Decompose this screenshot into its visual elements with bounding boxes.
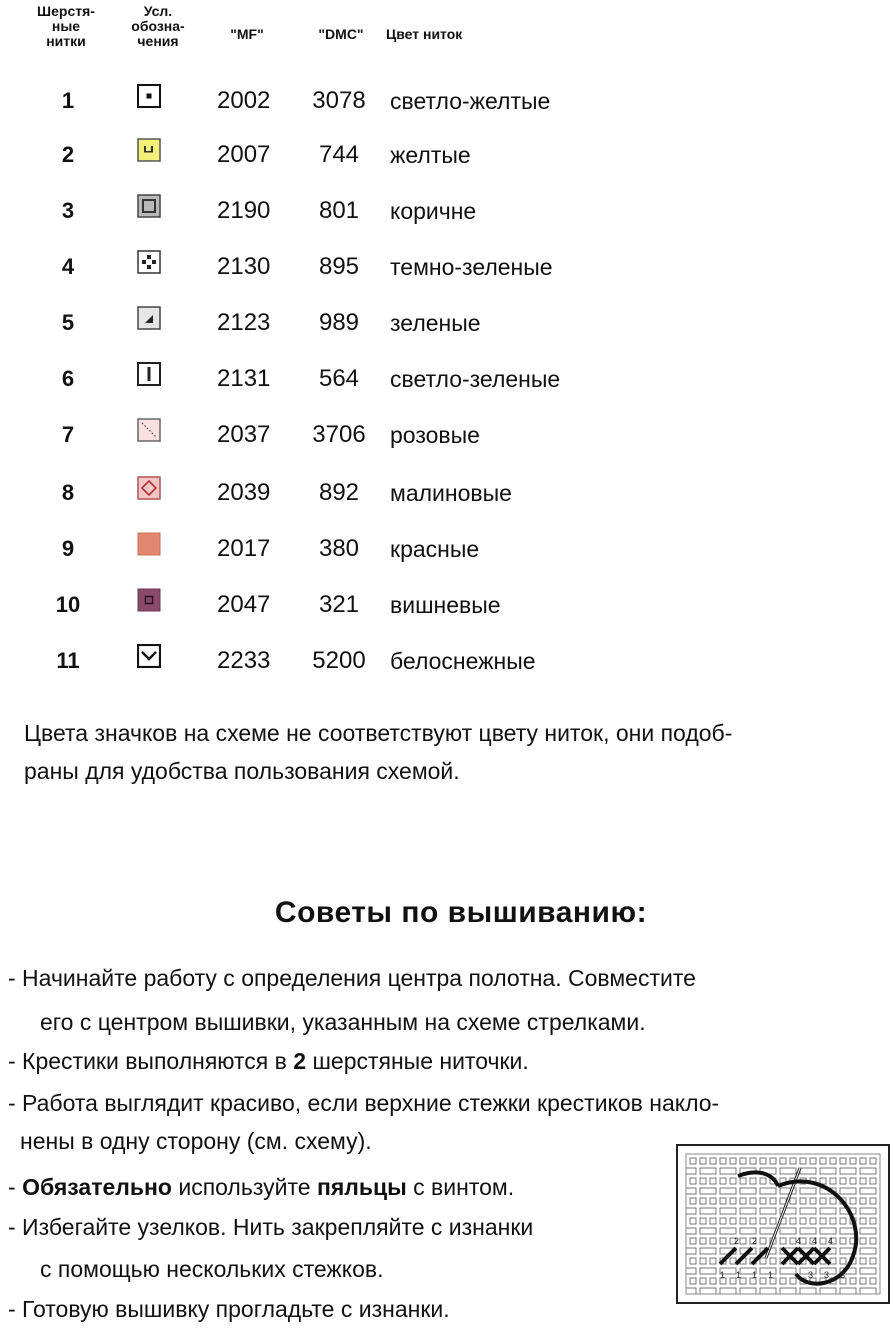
tip-hoop: - Обязательно используйте пяльцы с винтом. [8, 1174, 515, 1200]
diagram-label: 3 [840, 1270, 846, 1280]
table-row [0, 246, 894, 286]
row-number: 1 [61, 88, 75, 113]
corner-triangle-square-icon [137, 306, 161, 330]
diagram-label: 4 [796, 1236, 802, 1246]
header-mf: "MF" [230, 26, 264, 42]
table-row [0, 472, 894, 512]
tip-stitch-direction: - Работа выглядит красиво, если верхние стежки крестиков накло- [8, 1090, 720, 1116]
dmc-code: 892 [318, 479, 360, 506]
row-number: 10 [55, 592, 81, 617]
stitch-diagram [676, 1144, 890, 1304]
table-row [0, 640, 894, 680]
row-number: 4 [61, 254, 75, 279]
solid-square-icon [137, 532, 161, 556]
thread-color: зеленые [390, 310, 481, 336]
dot-square-icon [137, 84, 161, 108]
diamond-square-icon [137, 476, 161, 500]
table-row [0, 358, 894, 398]
diagram-label: 3 [808, 1270, 814, 1280]
checker-square-icon [137, 250, 161, 274]
tip-center-cont: его с центром вышивки, указанным на схеме стрелками. [40, 1009, 646, 1035]
mf-code: 2047 [217, 591, 271, 618]
inner-square-icon [137, 194, 161, 218]
dmc-code: 801 [318, 197, 360, 224]
diagram-label: 1 [752, 1270, 758, 1280]
tip-knots-cont: с помощью нескольких стежков. [40, 1256, 384, 1282]
dmc-code: 3706 [312, 421, 366, 448]
table-row [0, 414, 894, 454]
row-number: 11 [56, 648, 80, 673]
diagram-label: 4 [828, 1236, 834, 1246]
row-number: 2 [61, 142, 75, 167]
mf-code: 2007 [217, 141, 271, 168]
symbol-color-note: Цвета значков на схеме не соответствуют цвету ниток, они подоб- раны для удобства пользования схемой. [24, 720, 733, 784]
diagram-label: 1 [768, 1270, 774, 1280]
thread-color: темно-зеленые [390, 254, 553, 280]
checkmark-square-icon [137, 644, 161, 668]
mf-code: 2037 [217, 421, 271, 448]
header-symbol: Усл. обозна- чения [131, 3, 185, 49]
thread-color: красные [390, 536, 480, 562]
table-row [0, 134, 894, 174]
header-color: Цвет ниток [386, 26, 463, 42]
table-row [0, 80, 894, 120]
table-row [0, 302, 894, 342]
tips-title: Советы по вышиванию: [274, 896, 648, 929]
thread-color: белоснежные [390, 648, 536, 674]
tip-center: - Начинайте работу с определения центра полотна. Совместите [8, 965, 696, 991]
row-number: 8 [61, 480, 75, 505]
thread-color: вишневые [390, 592, 501, 618]
mf-code: 2190 [217, 197, 271, 224]
thread-color: желтые [390, 142, 471, 168]
mf-code: 2233 [217, 647, 271, 674]
diagram-label: 1 [720, 1270, 726, 1280]
tip-ironing: - Готовую вышивку прогладьте с изнанки. [8, 1296, 450, 1322]
dmc-code: 744 [318, 141, 360, 168]
table-row [0, 584, 894, 624]
dmc-code: 895 [318, 253, 360, 280]
diagram-label: 2 [752, 1236, 758, 1246]
mf-code: 2017 [217, 535, 271, 562]
tip-threads: - Крестики выполняются в 2 шерстяные ниточки. [8, 1048, 529, 1074]
thread-color: светло-зеленые [390, 366, 561, 392]
dmc-code: 564 [318, 365, 360, 392]
header-wool: Шерстя- ные нитки [37, 3, 95, 49]
mf-code: 2002 [217, 87, 271, 114]
canvas-weave-illustration [678, 1146, 888, 1302]
dmc-code: 989 [318, 309, 360, 336]
burgundy-square-icon [137, 588, 161, 612]
row-number: 5 [61, 310, 75, 335]
mf-code: 2039 [217, 479, 271, 506]
thread-color: коричне [390, 198, 477, 224]
tip-stitch-direction-cont: нены в одну сторону (см. схему). [20, 1128, 372, 1154]
vertical-bar-square-icon [137, 362, 161, 386]
dmc-code: 321 [318, 591, 360, 618]
thread-color: светло-желтые [390, 88, 551, 114]
row-number: 3 [61, 198, 75, 223]
row-number: 9 [61, 536, 75, 561]
diagram-label: 4 [812, 1236, 818, 1246]
diagram-label: 2 [734, 1236, 740, 1246]
mf-code: 2123 [217, 309, 271, 336]
yellow-marks-square-icon [137, 138, 161, 162]
table-row [0, 190, 894, 230]
row-number: 6 [61, 366, 75, 391]
diagonal-dots-square-icon [137, 418, 161, 442]
dmc-code: 3078 [312, 87, 366, 114]
diagram-label: 3 [824, 1270, 830, 1280]
tip-knots: - Избегайте узелков. Нить закрепляйте с изнанки [8, 1214, 534, 1240]
table-row [0, 528, 894, 568]
header-dmc: "DMC" [318, 26, 364, 42]
dmc-code: 380 [318, 535, 360, 562]
row-number: 7 [61, 422, 75, 447]
diagram-label: 1 [736, 1270, 742, 1280]
mf-code: 2130 [217, 253, 271, 280]
dmc-code: 5200 [312, 647, 366, 674]
thread-color: розовые [390, 422, 480, 448]
mf-code: 2131 [217, 365, 271, 392]
thread-color: малиновые [390, 480, 512, 506]
